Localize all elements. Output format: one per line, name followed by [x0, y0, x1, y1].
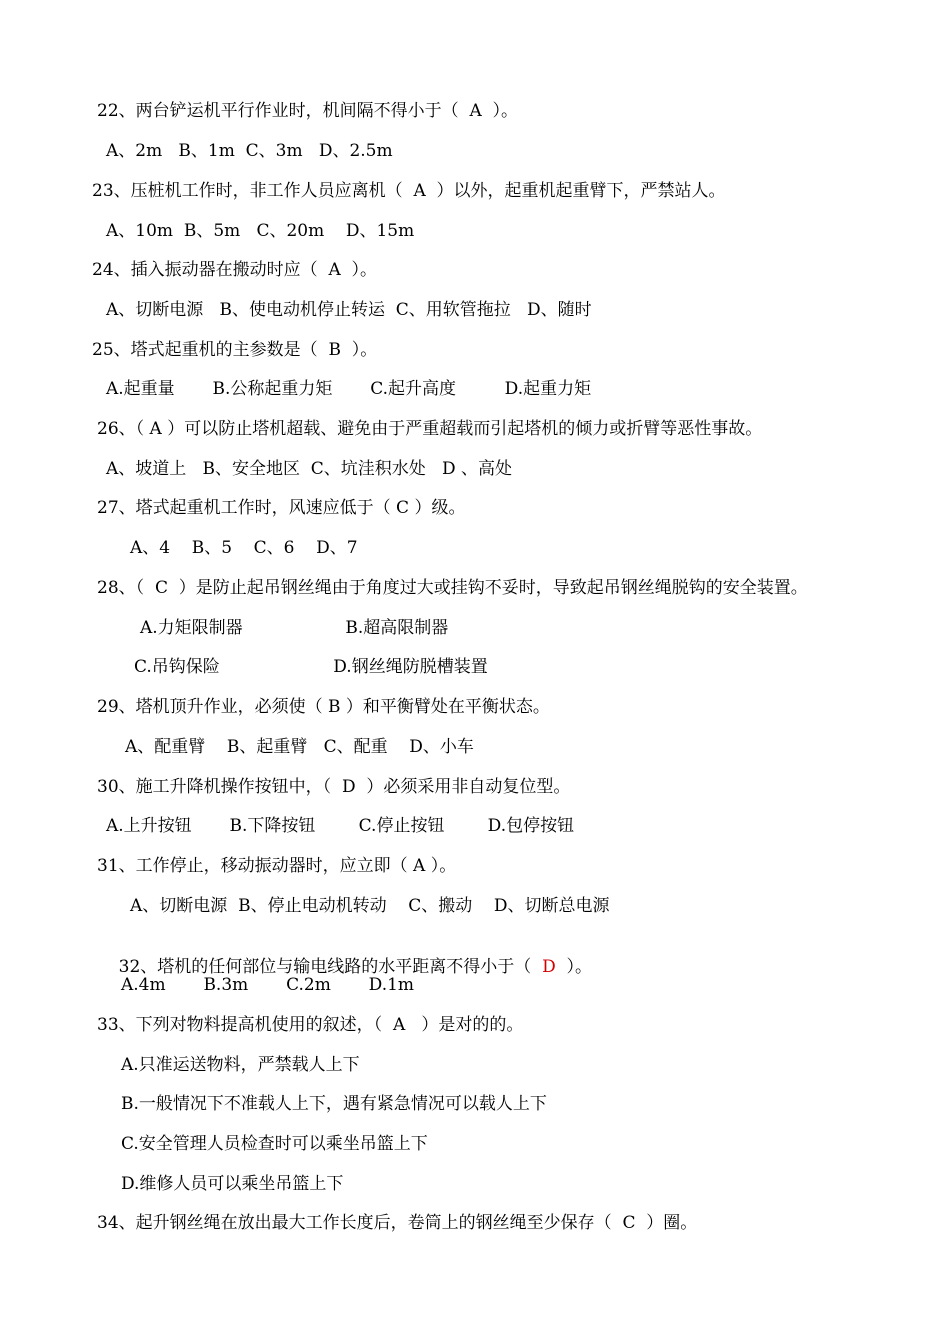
question-30: 30、施工升降机操作按钮中，（ D ）必须采用非自动复位型。 — [97, 777, 571, 797]
question-33: 33、下列对物料提高机使用的叙述，（ A ）是对的的。 — [97, 1015, 524, 1035]
question-33-option-a: A.只准运送物料，严禁载人上下 — [121, 1055, 360, 1075]
question-28-options-row2: C.吊钩保险 D.钢丝绳防脱槽装置 — [134, 657, 488, 677]
question-33-option-c: C.安全管理人员检查时可以乘坐吊篮上下 — [121, 1134, 428, 1154]
question-32-stem: 32、塔机的任何部位与输电线路的水平距离不得小于（ — [118, 957, 543, 977]
question-24-options: A、切断电源 B、使电动机停止转运 C、用软管拖拉 D、随时 — [106, 300, 592, 320]
question-25-options: A.起重量 B.公称起重力矩 C.起升高度 D.起重力矩 — [106, 379, 592, 399]
question-34: 34、起升钢丝绳在放出最大工作长度后，卷筒上的钢丝绳至少保存（ C ）圈。 — [97, 1213, 698, 1233]
question-25: 25、塔式起重机的主参数是（ B ）。 — [92, 340, 378, 360]
question-33-option-b: B.一般情况下不准载人上下，遇有紧急情况可以载人上下 — [121, 1094, 547, 1114]
question-23-options: A、10m B、5m C、20m D、15m — [106, 221, 415, 241]
question-27: 27、塔式起重机工作时，风速应低于（ C ）级。 — [97, 498, 466, 518]
question-31-options: A、切断电源 B、停止电动机转动 C、搬动 D、切断总电源 — [130, 896, 610, 916]
question-28: 28、（ C ）是防止起吊钢丝绳由于角度过大或挂钩不妥时，导致起吊钢丝绳脱钩的安全装置。 — [97, 578, 808, 598]
question-26: 26、（ A ）可以防止塔机超载、避免由于严重超载而引起塔机的倾力或折臂等恶性事故。 — [97, 419, 763, 439]
question-29: 29、塔机顶升作业，必须使（ B ）和平衡臂处在平衡状态。 — [97, 697, 550, 717]
question-33-option-d: D.维修人员可以乘坐吊篮上下 — [121, 1174, 344, 1194]
question-23: 23、压桩机工作时，非工作人员应离机（ A ）以外，起重机起重臂下，严禁站人。 — [92, 181, 726, 201]
question-22: 22、两台铲运机平行作业时，机间隔不得小于（ A ）。 — [97, 101, 519, 121]
question-27-options: A、4 B、5 C、6 D、7 — [130, 538, 358, 558]
question-31: 31、工作停止，移动振动器时，应立即（ A ）。 — [97, 856, 457, 876]
question-28-options-row1: A.力矩限制器 B.超高限制器 — [140, 618, 449, 638]
question-29-options: A、配重臂 B、起重臂 C、配重 D、小车 — [125, 737, 474, 757]
question-32-answer: D — [542, 957, 556, 977]
question-22-options: A、2m B、1m C、3m D、2.5m — [106, 141, 393, 161]
question-24: 24、插入振动器在搬动时应（ A ）。 — [92, 260, 378, 280]
question-26-options: A、坡道上 B、安全地区 C、坑洼积水处 D 、高处 — [106, 459, 513, 479]
question-32-tail: ）。 — [555, 957, 593, 977]
question-32-options: A.4m B.3m C.2m D.1m — [121, 975, 415, 995]
question-30-options: A.上升按钮 B.下降按钮 C.停止按钮 D.包停按钮 — [106, 816, 575, 836]
